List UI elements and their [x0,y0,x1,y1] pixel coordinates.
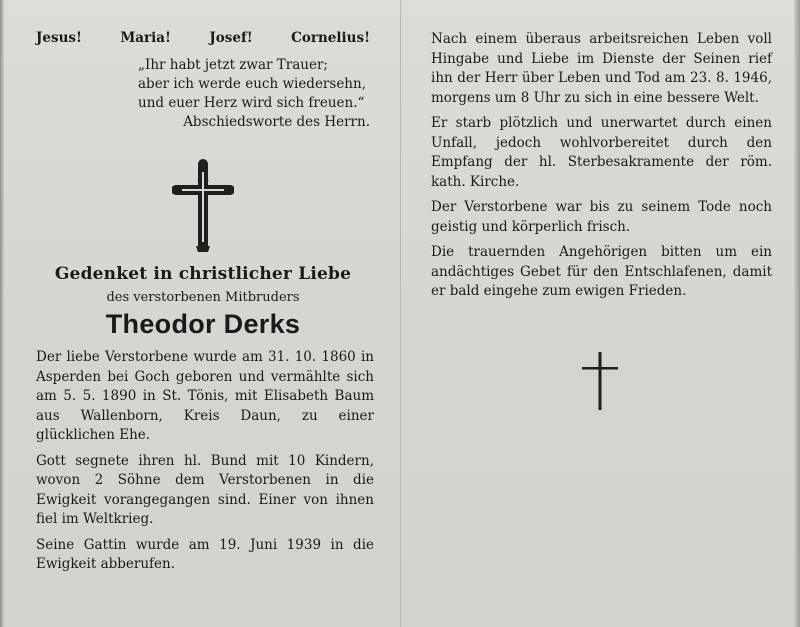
biography-paragraph: Seine Gattin wurde am 19. Juni 1939 in die Ewigkeit abberufen. [36,536,374,572]
ornate-cross-icon [172,158,234,252]
death-paragraph: Nach einem überaus arbeitsreichen Leben voll Hingabe und Liebe im Dienste der Seinen rief ihn der Herr über Leben und Tod am 23. 8. 1946, morgens um 8 Uhr zu sich in eine bessere Welt. [431,31,772,106]
quote-line: und euer Herz wird sich freuen.“ [138,95,365,111]
biography-paragraph: Gott segnete ihren hl. Bund mit 10 Kindern, wovon 2 Söhne dem Verstorbenen in die Ewigkeit vorangegangen sind. Einer von ihnen fiel im Weltkrieg. [36,452,374,527]
right-panel [400,0,800,627]
invocation-maria: Maria! [120,30,171,46]
plain-cross-icon [582,352,618,410]
invocation-jesus: Jesus! [36,30,82,46]
memorial-heading: Gedenket in christlicher Liebe [54,264,352,284]
memorial-subheading: des verstorbenen Mitbruders [106,290,300,305]
quote-source: Abschiedsworte des Herrn. [183,114,370,130]
quote-line: aber ich werde euch wiedersehn, [138,76,366,92]
farewell-quote [138,56,370,132]
invocation-cornelius: Cornelius! [291,30,370,46]
quote-line: „Ihr habt jetzt zwar Trauer; [138,57,328,73]
invocation-josef: Josef! [209,30,253,46]
deceased-name: Theodor Derks [105,309,301,339]
death-paragraph: Er starb plötzlich und unerwartet durch einen Unfall, jedoch wohlvorbereitet durch den Empfang der hl. Sterbesakramente der röm. kath. Kirche. [431,115,772,190]
death-paragraph: Die trauernden Angehörigen bitten um ein andächtiges Gebet für den Entschlafenen, damit er bald eingehe zum ewigen Frieden. [431,244,772,299]
biography-paragraph: Der liebe Verstorbene wurde am 31. 10. 1860 in Asperden bei Goch geboren und vermählte sich am 5. 5. 1890 in St. Tönis, mit Elisabeth Baum aus Wallenborn, Kreis Daun, zu einer glücklichen Ehe. [36,349,374,443]
death-paragraph: Der Verstorbene war bis zu seinem Tode noch geistig und körperlich frisch. [431,199,772,235]
invocation-names [36,30,370,46]
